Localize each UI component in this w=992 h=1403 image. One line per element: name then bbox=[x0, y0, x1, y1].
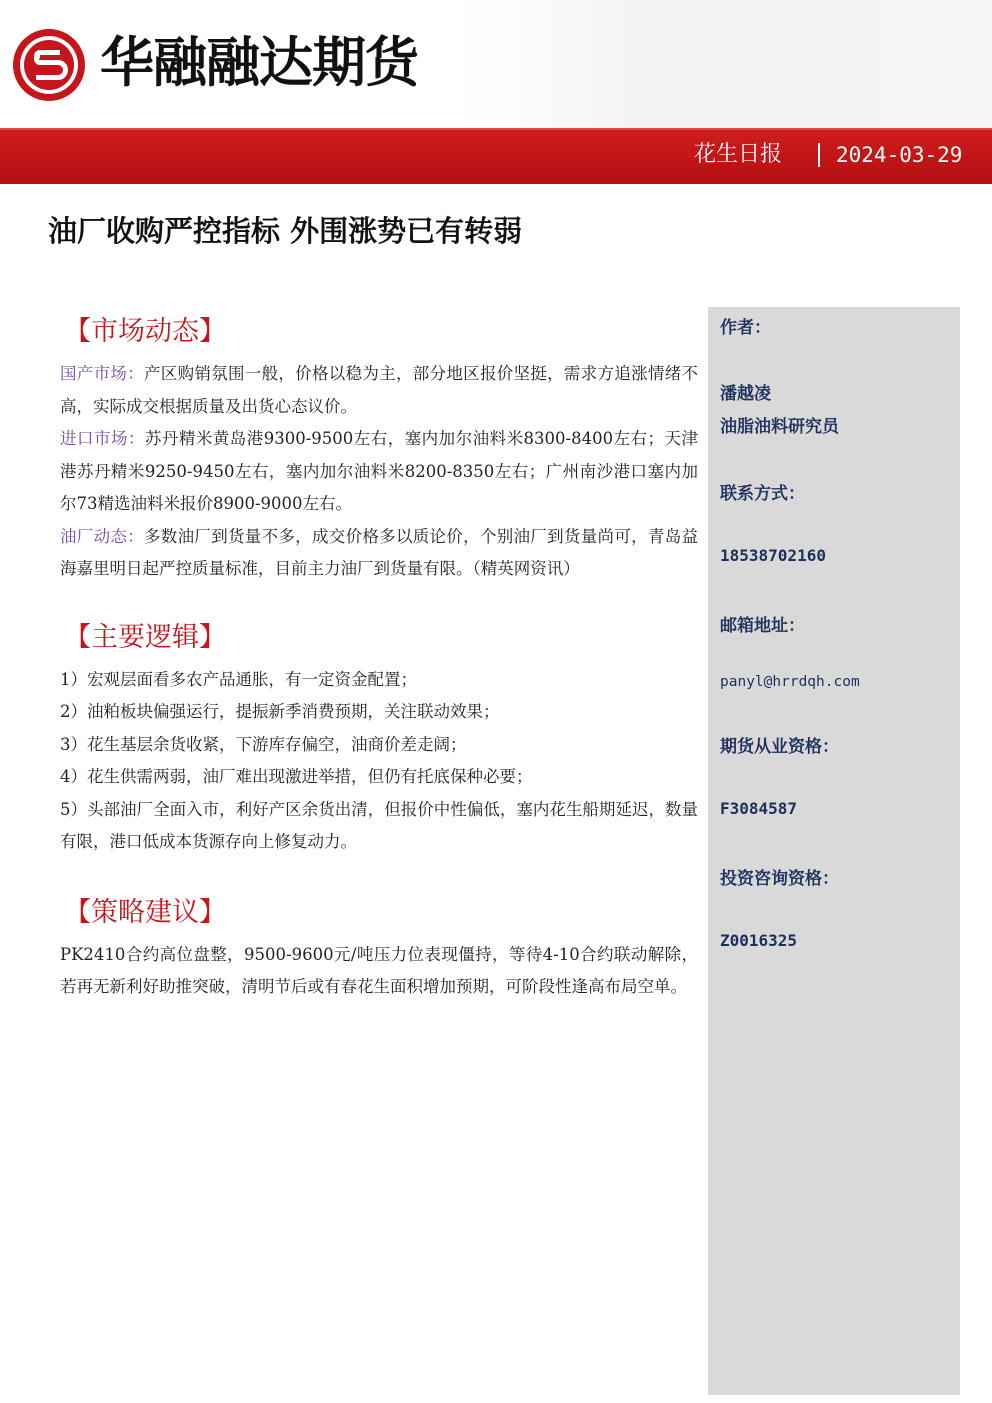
report-headline: 油厂收购严控指标 外围涨势已有转弱 bbox=[48, 214, 523, 248]
import-text: 苏丹精米黄岛港9300-9500左右，塞内加尔油料米8300-8400左右；天津港苏丹精米9250-9450左右，塞内加尔油料米8200-8350左右；广州南沙港口塞内加尔73精选油料米报价8900-9000左右。 bbox=[60, 429, 698, 513]
section-title-strategy: 【策略建议】 bbox=[64, 896, 226, 928]
logic-item: 4）花生供需两弱，油厂难出现激进举措，但仍有托底保种必要； bbox=[60, 767, 533, 786]
futures-qualification-label: 期货从业资格： bbox=[720, 737, 839, 757]
logic-item: 5）头部油厂全面入市，利好产区余货出清，但报价中性偏低，塞内花生船期延迟，数量有限，港口低成本货源存向上修复动力。 bbox=[60, 799, 698, 851]
contact-label: 联系方式： bbox=[720, 484, 805, 504]
logic-item: 1）宏观层面看多农产品通胀，有一定资金配置； bbox=[60, 669, 417, 689]
band-divider bbox=[818, 143, 820, 167]
phone-number: 18538702160 bbox=[720, 546, 826, 565]
report-type: 花生日报 bbox=[693, 142, 782, 167]
author-label: 作者： bbox=[720, 318, 771, 338]
investment-qualification-id: Z0016325 bbox=[720, 931, 798, 950]
main-content bbox=[60, 310, 698, 1004]
company-name: 华融融达期货 bbox=[100, 31, 418, 94]
logic-item: 3）花生基层余货收紧，下游库存偏空，油商价差走阔； bbox=[60, 734, 467, 754]
mill-label: 油厂动态： bbox=[60, 526, 144, 546]
investment-qualification-label: 投资咨询资格： bbox=[720, 869, 839, 889]
email-label: 邮箱地址： bbox=[720, 616, 805, 636]
domestic-label: 国产市场： bbox=[60, 364, 144, 383]
futures-qualification-id: F3084587 bbox=[720, 799, 798, 818]
report-header bbox=[0, 0, 992, 128]
author-sidebar bbox=[708, 307, 960, 1395]
logic-item: 2）油粕板块偏强运行，提振新季消费预期，关注联动效果； bbox=[60, 702, 500, 721]
market-mill-paragraph bbox=[60, 521, 698, 586]
header-decoration bbox=[457, 0, 992, 128]
market-import-paragraph bbox=[60, 423, 698, 521]
author-name: 潘越凌 bbox=[720, 384, 771, 404]
mill-text: 多数油厂到货量不多，成交价格多以质论价，个别油厂到货量尚可，青岛益海嘉里明日起严控质量标准，目前主力油厂到货量有限。（精英网资讯） bbox=[60, 526, 699, 578]
import-label: 进口市场： bbox=[60, 429, 145, 448]
company-logo-icon bbox=[10, 26, 88, 104]
email-address: panyl@hrrdqh.com bbox=[720, 674, 860, 690]
section-title-logic: 【主要逻辑】 bbox=[64, 621, 226, 653]
section-title-market: 【市场动态】 bbox=[64, 316, 226, 347]
domestic-text: 产区购销氛围一般，价格以稳为主，部分地区报价坚挺，需求方追涨情绪不高，实际成交根据质量及出货心态议价。 bbox=[60, 364, 699, 416]
report-date: 2024-03-29 bbox=[836, 143, 963, 167]
author-role: 油脂油料研究员 bbox=[720, 417, 839, 437]
strategy-paragraph: PK2410合约高位盘整，9500-9600元/吨压力位表现僵持，等待4-10合约联动解除，若再无新利好助推突破，清明节后或有春花生面积增加预期，可阶段性逢高布局空单。 bbox=[60, 944, 698, 996]
market-domestic-paragraph bbox=[60, 358, 698, 423]
logic-list bbox=[60, 664, 698, 859]
